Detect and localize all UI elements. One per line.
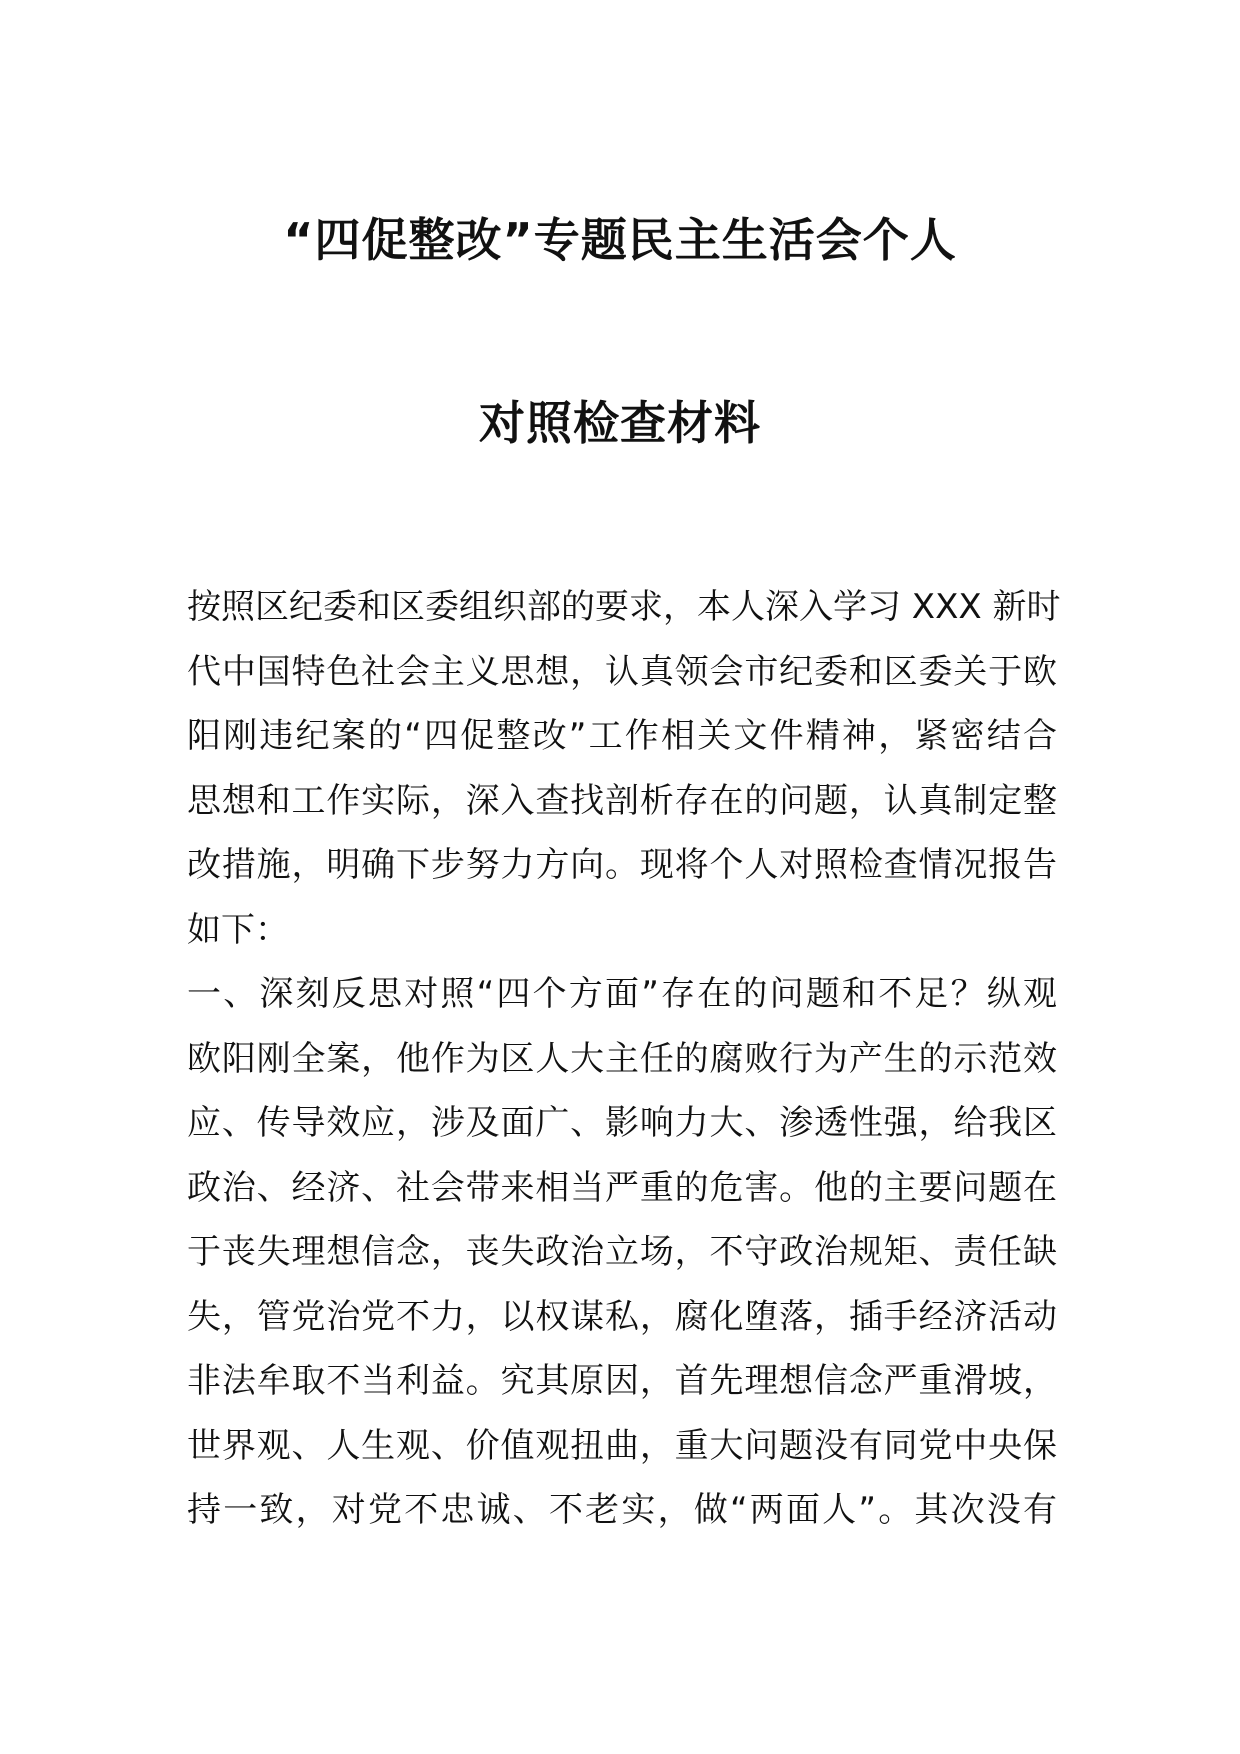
body-line: 政治、经济、社会带来相当严重的危害。他的主要问题在 [187, 1167, 1057, 1208]
body-line: 如下： [187, 909, 289, 950]
document-body [187, 575, 1061, 1543]
document-title-line-1: “四促整改”专题民主生活会个人 [283, 213, 957, 267]
body-line: 世界观、人生观、价值观扭曲，重大问题没有同党中央保 [187, 1425, 1057, 1466]
body-line: 按照区纪委和区委组织部的要求，本人深入学习 XXX 新时 [187, 587, 1061, 627]
body-line: 改措施，明确下步努力方向。现将个人对照检查情况报告 [187, 845, 1057, 885]
body-line: 应、传导效应，涉及面广、影响力大、渗透性强，给我区 [187, 1103, 1057, 1143]
body-line: 思想和工作实际，深入查找剖析存在的问题，认真制定整 [187, 780, 1057, 821]
document-title-line-2: 对照检查材料 [479, 396, 761, 450]
body-line: 持一致，对党不忠诚、不老实，做“两面人”。其次没有 [187, 1490, 1057, 1530]
body-line: 于丧失理想信念，丧失政治立场，不守政治规矩、责任缺 [187, 1232, 1057, 1272]
body-line: 欧阳刚全案，他作为区人大主任的腐败行为产生的示范效 [187, 1038, 1057, 1079]
body-line: 非法牟取不当利益。究其原因，首先理想信念严重滑坡， [187, 1361, 1057, 1401]
body-line: 失，管党治党不力，以权谋私，腐化堕落，插手经济活动 [187, 1296, 1057, 1337]
body-line: 阳刚违纪案的“四促整改”工作相关文件精神，紧密结合 [187, 716, 1057, 756]
body-line: 一、深刻反思对照“四个方面”存在的问题和不足？纵观 [187, 974, 1057, 1014]
body-line: 代中国特色社会主义思想，认真领会市纪委和区委关于欧 [187, 651, 1057, 692]
